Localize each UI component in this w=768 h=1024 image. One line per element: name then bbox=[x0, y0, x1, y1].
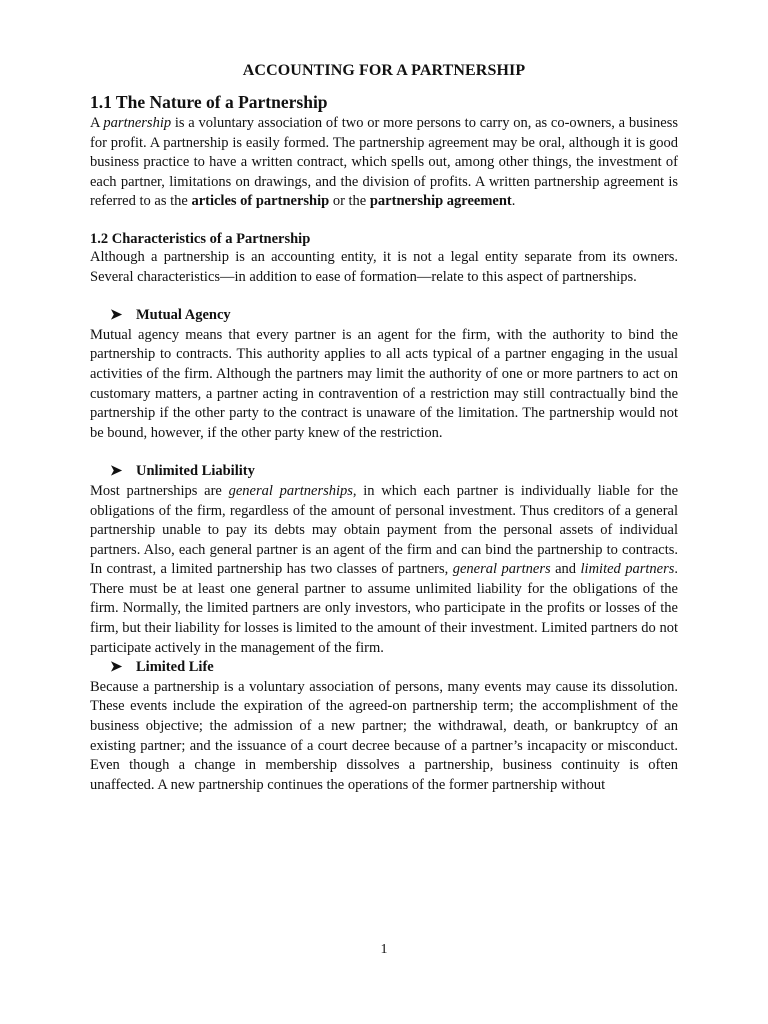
limited-life-paragraph: Because a partnership is a voluntary association of persons, many events may cause its dissolution. These events include the expiration of the agreed-on partnership term; the accomplishment of the business objective; the admission of a new partner; the withdrawal, death, or bankruptcy of an existing partner; and the issuance of a court decree because of a partner’s incapacity or misconduct. Even though a change in membership dissolves a partnership, business continuity is often unaffected. A new partnership continues the operations of the former partnership without bbox=[90, 678, 678, 793]
mutual-agency-heading bbox=[110, 306, 678, 326]
term-partnership-agreement: partnership agreement bbox=[369, 193, 512, 210]
arrow-bullet-icon: ➤ bbox=[110, 463, 123, 480]
spacer bbox=[90, 287, 678, 306]
limited-life-title: Limited Life bbox=[136, 659, 214, 676]
text-run: . There must be at least one general partner to assume unlimited liability for the obligations of the firm. Normally, the limited partners are only investors, who participate in the profits or losses of the firm, but their liability for losses is limited to the amount of their investment. Limited partners do not participate actively in the management of the firm. bbox=[90, 561, 679, 656]
text-run: or the bbox=[329, 193, 370, 210]
term-limited-partners: limited partners bbox=[580, 561, 675, 578]
term-general-partners: general partners bbox=[452, 561, 551, 578]
text-run: . bbox=[511, 193, 516, 210]
term-partnership: partnership bbox=[103, 115, 172, 131]
spacer bbox=[90, 212, 678, 231]
term-articles-of-partnership: articles of partnership bbox=[191, 193, 330, 210]
section-1-paragraph bbox=[90, 114, 678, 212]
mutual-agency-title: Mutual Agency bbox=[136, 307, 231, 324]
arrow-bullet-icon: ➤ bbox=[110, 659, 123, 676]
section-2-heading: 1.2 Characteristics of a Partnership bbox=[90, 230, 311, 247]
text-run: A bbox=[90, 115, 104, 131]
page-number: 1 bbox=[380, 942, 388, 957]
unlimited-liability-title: Unlimited Liability bbox=[136, 463, 255, 480]
unlimited-liability-heading bbox=[110, 462, 678, 482]
text-run: , in which each partner is individually liable for the obligations of the firm, regardless of the amount of personal investment. Thus creditors of a general partnership unable to pay its debts may obtain payment from the personal assets of individual partners. Also, each general partner is an agent of the firm and can bind the partnership to contracts. In contrast, a limited partnership has two classes of partners, bbox=[90, 482, 678, 578]
section-2-paragraph: Although a partnership is an accounting entity, it is not a legal entity separate from its owners. Several characteristics—in addition to ease of formation—relate to this aspect of partnerships. bbox=[90, 248, 678, 285]
limited-life-heading bbox=[110, 658, 678, 678]
document-title: ACCOUNTING FOR A PARTNERSHIP bbox=[242, 62, 526, 79]
section-1-heading: 1.1 The Nature of a Partnership bbox=[90, 92, 328, 112]
term-general-partnerships: general partnerships bbox=[228, 482, 353, 499]
text-run: Most partnerships are bbox=[90, 482, 229, 499]
text-run: and bbox=[550, 561, 581, 578]
text-run: is a voluntary association of two or more persons to carry on, as co-owners, a business for profit. A partnership is easily formed. The partnership agreement may be oral, although it is good business practice to have a written contract, which spells out, among other things, the investment of each partner, limitations on drawings, and the division of profits. A written partnership agreement is referred to as the bbox=[90, 115, 679, 210]
page-content bbox=[90, 62, 678, 795]
arrow-bullet-icon: ➤ bbox=[110, 307, 123, 324]
unlimited-liability-paragraph bbox=[90, 482, 678, 658]
spacer bbox=[90, 443, 678, 462]
mutual-agency-paragraph: Mutual agency means that every partner is an agent for the firm, with the authority to bind the partnership to contracts. This authority applies to all acts typical of a partner engaging in the usual activities of the firm. Although the partners may limit the authority of one or more partners to act on customary matters, a partner acting in contravention of a restriction may still contractually bind the partnership if the other party to the contract is unaware of the limitation. The partnership would not be bound, however, if the other party knew of the restriction. bbox=[90, 326, 678, 441]
